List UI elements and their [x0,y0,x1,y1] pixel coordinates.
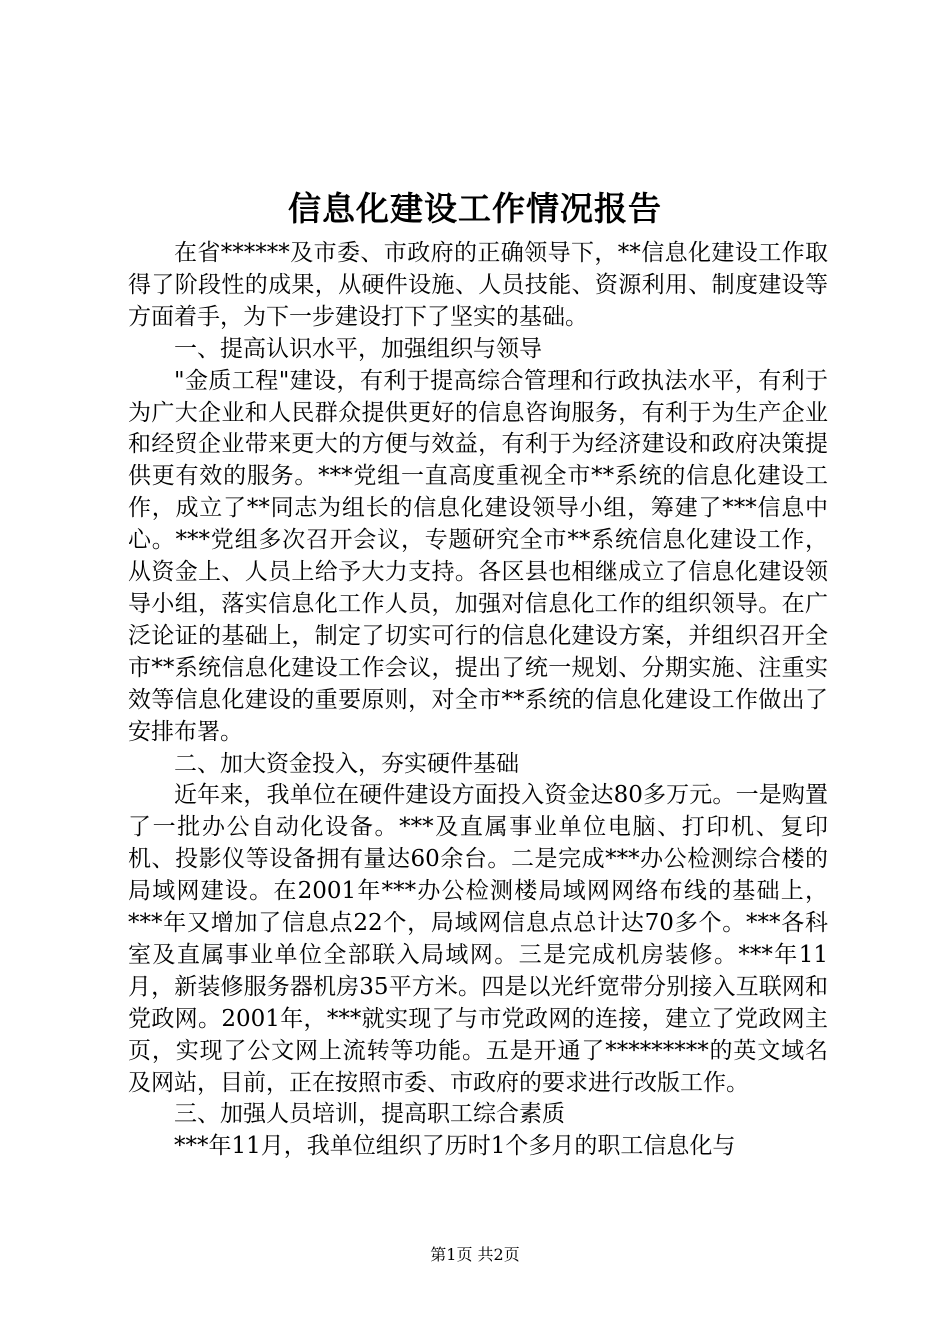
section-1-paragraph: "金质工程"建设，有利于提高综合管理和行政执法水平，有利于为广大企业和人民群众提供更好的信息咨询服务，有利于为生产企业和经贸企业带来更大的方便与效益，有利于为经济建设和政府决策提供更有效的服务。***党组一直高度重视全市**系统的信息化建设工作，成立了**同志为组长的信息化建设领导小组，筹建了***信息中心。***党组多次召开会议，专题研究全市**系统信息化建设工作，从资金上、人员上给予大力支持。各区县也相继成立了信息化建设领导小组，落实信息化工作人员，加强对信息化工作的组织领导。在广泛论证的基础上，制定了切实可行的信息化建设方案，并组织召开全市**系统信息化建设工作会议，提出了统一规划、分期实施、注重实效等信息化建设的重要原则，对全市**系统的信息化建设工作做出了安排布署。 [128,367,828,745]
section-3-paragraph: ***年11月，我单位组织了历时1个多月的职工信息化与 [174,1133,736,1160]
section-2-paragraph: 近年来，我单位在硬件建设方面投入资金达80多万元。一是购置了一批办公自动化设备。***及直属事业单位电脑、打印机、复印机、投影仪等设备拥有量达60余台。二是完成***办公检测综合楼的局域网建设。在2001年***办公检测楼局域网网络布线的基础上，***年又增加了信息点22个，局域网信息点总计达70多个。***各科室及直属事业单位全部联入局域网。三是完成机房装修。***年11月，新装修服务器机房35平方米。四是以光纤宽带分别接入互联网和党政网。2001年，***就实现了与市党政网的连接，建立了党政网主页，实现了公文网上流转等功能。五是开通了*********的英文域名及网站，目前，正在按照市委、市政府的要求进行改版工作。 [128,782,828,1096]
section-heading-3: 三、加强人员培训，提高职工综合素质 [174,1101,565,1128]
document-title: 信息化建设工作情况报告 [288,189,662,228]
section-heading-1: 一、提高认识水平，加强组织与领导 [174,335,542,362]
intro-paragraph: 在省******及市委、市政府的正确领导下，**信息化建设工作取得了阶段性的成果，从硬件设施、人员技能、资源利用、制度建设等方面着手，为下一步建设打下了坚实的基础。 [128,240,828,330]
page-footer: 第1页 共2页 [430,1245,520,1264]
document-body [128,238,828,1163]
section-heading-2: 二、加大资金投入，夯实硬件基础 [174,750,519,777]
